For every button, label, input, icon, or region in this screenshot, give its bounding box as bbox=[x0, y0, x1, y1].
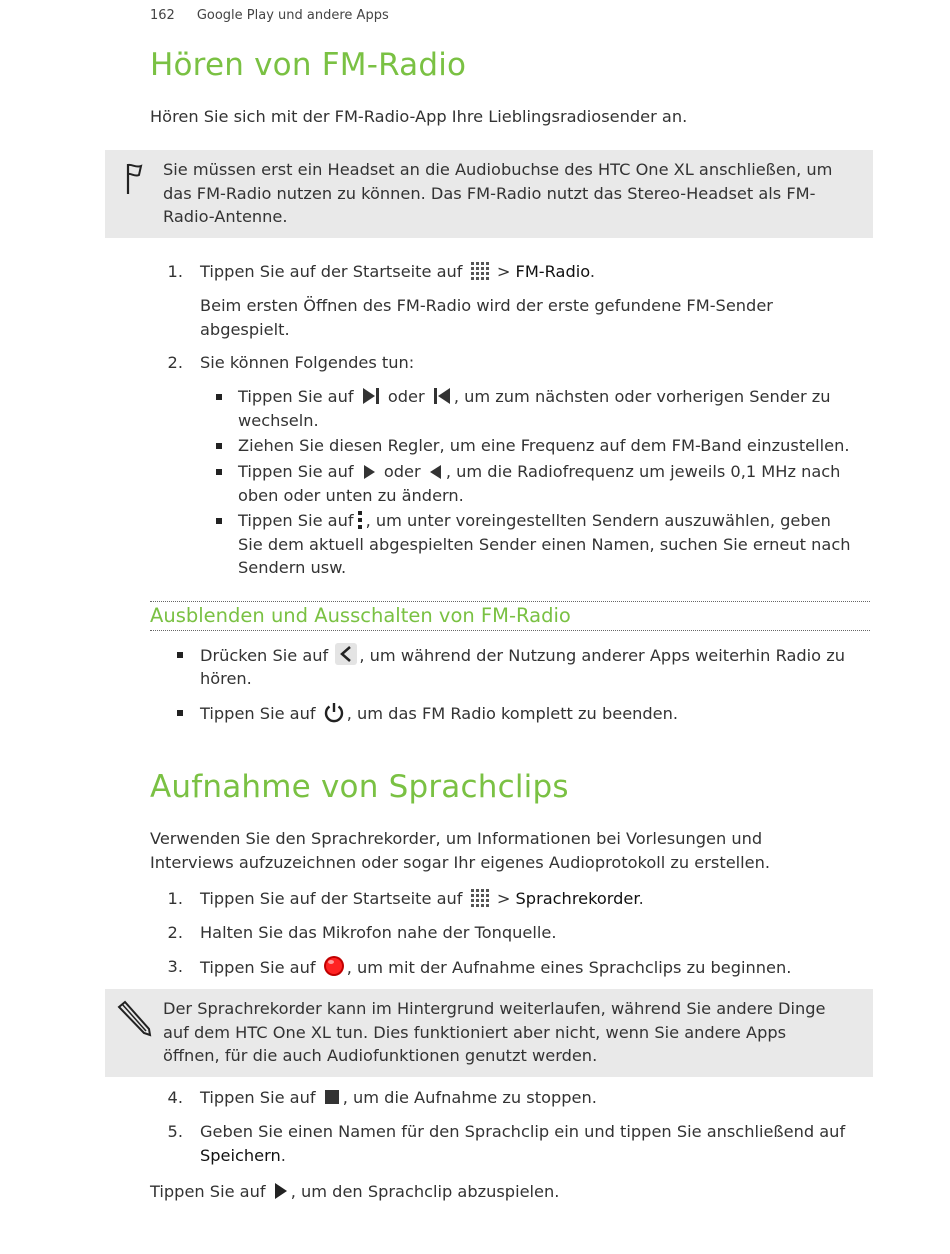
step-number: 2. bbox=[167, 923, 183, 942]
page-number: 162 bbox=[150, 8, 175, 23]
step-number: 3. bbox=[167, 957, 183, 976]
note-box-headset bbox=[105, 150, 873, 238]
step-number: 1. bbox=[167, 889, 183, 908]
section-title-fm-radio: Hören von FM-Radio bbox=[150, 47, 467, 83]
previous-station-icon bbox=[432, 386, 452, 406]
note-line: öffnen, für die auch Audiofunktionen genutzt werden. bbox=[163, 1046, 598, 1065]
stop-icon bbox=[323, 1089, 341, 1107]
step-text: Halten Sie das Mikrofon nahe der Tonquelle. bbox=[200, 923, 557, 942]
text: oder bbox=[387, 387, 425, 406]
bullet-marker bbox=[177, 652, 183, 658]
bullet-text: Ziehen Sie diesen Regler, um eine Frequenz auf dem FM-Band einzustellen. bbox=[238, 436, 850, 455]
bullet-text-cont: oben oder unten zu ändern. bbox=[238, 486, 464, 505]
bullet-text-cont: hören. bbox=[200, 669, 252, 688]
text: Tippen Sie auf bbox=[238, 462, 354, 481]
text: , um zum nächsten oder vorherigen Sender zu bbox=[453, 387, 831, 406]
bullet-text-cont: Sendern usw. bbox=[238, 558, 347, 577]
pencil-icon bbox=[115, 999, 153, 1037]
bullet-text bbox=[200, 643, 845, 668]
bullet-text-cont: Sie dem aktuell abgespielten Sender einen Namen, suchen Sie erneut nach bbox=[238, 535, 851, 554]
subsection-title: Ausblenden und Ausschalten von FM-Radio bbox=[150, 604, 571, 627]
step-text: Tippen Sie auf der Startseite auf bbox=[200, 262, 463, 281]
intro-line: Verwenden Sie den Sprachrekorder, um Informationen bei Vorlesungen und bbox=[150, 829, 763, 848]
running-header bbox=[150, 8, 389, 23]
next-station-icon bbox=[361, 386, 381, 406]
flag-icon bbox=[123, 162, 145, 196]
text: Tippen Sie auf bbox=[150, 1182, 266, 1201]
text: Drücken Sie auf bbox=[200, 646, 329, 665]
note-box-background bbox=[105, 989, 873, 1077]
all-apps-grid-icon bbox=[470, 888, 490, 908]
separator: > bbox=[491, 262, 516, 281]
detail-line: Beim ersten Öffnen des FM-Radio wird der erste gefundene FM-Sender bbox=[200, 296, 773, 315]
separator: > bbox=[491, 889, 516, 908]
step-text: , um mit der Aufnahme eines Sprachclips zu beginnen. bbox=[346, 958, 792, 977]
step-text: Geben Sie einen Namen für den Sprachclip ein und tippen Sie anschließend auf bbox=[200, 1122, 846, 1141]
step-number: 4. bbox=[167, 1088, 183, 1107]
section-intro bbox=[150, 827, 770, 874]
section-intro: Hören Sie sich mit der FM-Radio-App Ihre Lieblingsradiosender an. bbox=[150, 107, 688, 126]
bullet-marker bbox=[216, 518, 222, 524]
period: . bbox=[280, 1146, 286, 1165]
bullet-marker bbox=[216, 394, 222, 400]
step-number: 5. bbox=[167, 1122, 183, 1141]
bullet-marker bbox=[216, 443, 222, 449]
intro-line: Interviews aufzuzeichnen oder sogar Ihr eigenes Audioprotokoll zu erstellen. bbox=[150, 852, 771, 872]
step-text: , um die Aufnahme zu stoppen. bbox=[342, 1088, 597, 1107]
text: , um während der Nutzung anderer Apps weiterhin Radio zu bbox=[359, 646, 845, 665]
detail-line: abgespielt. bbox=[200, 319, 290, 339]
back-icon bbox=[335, 643, 357, 665]
text: , um unter voreingestellten Sendern auszuwählen, geben bbox=[365, 511, 831, 530]
record-icon bbox=[323, 955, 345, 977]
step-text-cont bbox=[200, 1144, 286, 1168]
note-line: Radio-Antenne. bbox=[163, 207, 288, 226]
bullet-text bbox=[238, 460, 840, 484]
divider bbox=[150, 601, 870, 602]
step-text: Tippen Sie auf der Startseite auf bbox=[200, 889, 463, 908]
step-text: Tippen Sie auf bbox=[200, 1088, 316, 1107]
button-name: Speichern bbox=[200, 1146, 281, 1165]
period: . bbox=[638, 889, 644, 908]
play-icon bbox=[273, 1181, 289, 1201]
all-apps-grid-icon bbox=[470, 261, 490, 281]
text: Tippen Sie auf bbox=[238, 387, 354, 406]
menu-dots-icon bbox=[356, 510, 364, 530]
note-text bbox=[163, 997, 855, 1068]
text: , um die Radiofrequenz um jeweils 0,1 MHz nach bbox=[445, 462, 841, 481]
note-text bbox=[163, 158, 855, 229]
bullet-text bbox=[238, 385, 831, 409]
period: . bbox=[589, 262, 596, 281]
bullet-text bbox=[238, 509, 831, 533]
app-name: FM-Radio bbox=[515, 262, 590, 281]
note-line: Der Sprachrekorder kann im Hintergrund weiterlaufen, während Sie andere Dinge bbox=[163, 999, 826, 1018]
right-arrow-icon bbox=[361, 463, 377, 481]
text: , um den Sprachclip abzuspielen. bbox=[290, 1182, 560, 1201]
step-text: Tippen Sie auf bbox=[200, 958, 316, 977]
note-line: auf dem HTC One XL tun. Dies funktioniert aber nicht, wenn Sie andere Apps bbox=[163, 1022, 787, 1042]
note-line: das FM-Radio nutzen zu können. Das FM-Radio nutzt das Stereo-Headset als FM- bbox=[163, 183, 816, 203]
bullet-text-cont: wechseln. bbox=[238, 411, 319, 430]
note-line: Sie müssen erst ein Headset an die Audiobuchse des HTC One XL anschließen, um bbox=[163, 160, 833, 179]
app-name: Sprachrekorder bbox=[515, 889, 639, 908]
divider bbox=[150, 630, 870, 631]
step-text: Sie können Folgendes tun: bbox=[200, 353, 415, 372]
bullet-text bbox=[200, 701, 678, 726]
bullet-marker bbox=[177, 710, 183, 716]
step-number: 2. bbox=[167, 353, 183, 372]
bullet-marker bbox=[216, 469, 222, 475]
text: , um das FM Radio komplett zu beenden. bbox=[346, 704, 679, 723]
left-arrow-icon bbox=[428, 463, 444, 481]
step-number: 1. bbox=[167, 262, 183, 281]
section-title-voice-clips: Aufnahme von Sprachclips bbox=[150, 769, 569, 805]
chapter-title: Google Play und andere Apps bbox=[196, 8, 389, 23]
power-icon bbox=[323, 701, 345, 723]
text: Tippen Sie auf bbox=[200, 704, 316, 723]
final-instruction bbox=[150, 1180, 559, 1204]
text: Tippen Sie auf bbox=[238, 511, 354, 530]
step-detail bbox=[200, 294, 773, 341]
text: oder bbox=[383, 462, 421, 481]
